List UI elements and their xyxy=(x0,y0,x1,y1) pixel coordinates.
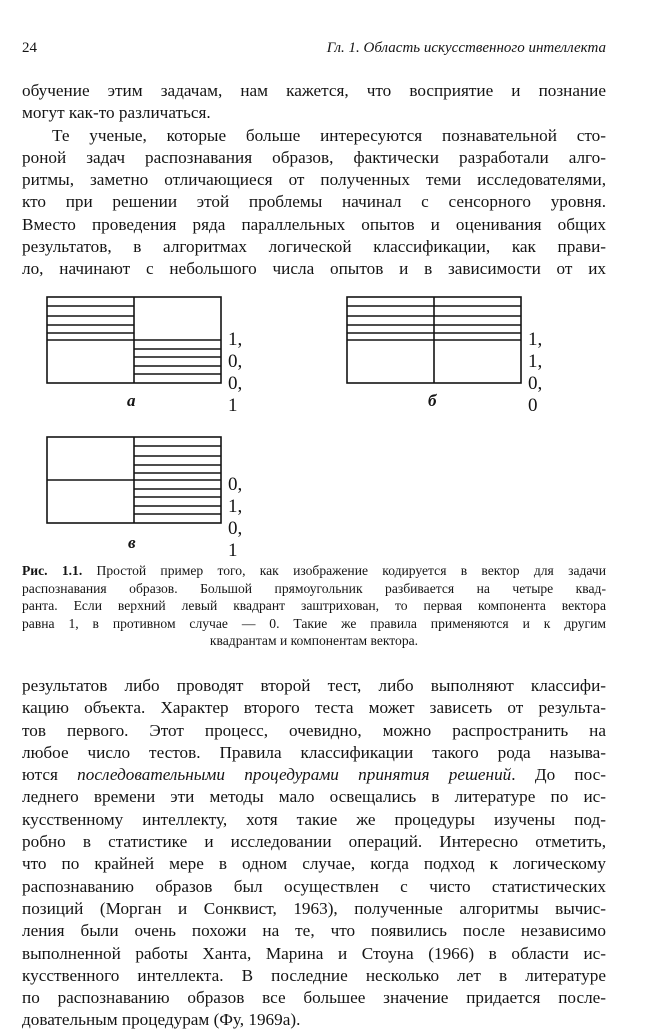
text-line: тов первого. Этот процесс, очевидно, можно распространить на xyxy=(22,720,606,740)
caption-line: ранта. Если верхний левый квадрант заштрихован, то первая компонента вектора xyxy=(22,598,606,613)
vector-b: 1, 1, 0, 0 xyxy=(528,329,543,416)
page-number: 24 xyxy=(22,40,37,56)
page-header xyxy=(22,40,606,60)
vector-c: 0, 1, 0, 1 xyxy=(228,474,243,561)
text-line: ло, начинают с небольшого числа опытов и в зависимости от их xyxy=(22,259,606,279)
panel-label-b: б xyxy=(428,391,437,410)
text-line: кацию объекта. Характер второго теста может зависеть от результа- xyxy=(22,698,606,718)
caption-line xyxy=(22,562,606,580)
text-line: кусственному интеллекту, хотя такие же процедуры изучены под- xyxy=(22,809,606,829)
text-line: леднего времени эти методы мало освещались в литературе по ис- xyxy=(22,787,606,807)
text-line: выполненной работы Ханта, Марина и Стоуна (1966) в области ис- xyxy=(22,943,606,963)
emphasized-term: последовательными процедурами принятия решений xyxy=(77,765,512,785)
text-line: Вместо проведения ряда параллельных опытов и оценивания общих xyxy=(22,214,606,234)
text-line: кто при решении этой проблемы начинал с сенсорного уровня. xyxy=(22,192,606,212)
quadrant-grid-a xyxy=(46,296,222,384)
text-line: робно в статистике и исследовании операций. Интересно отметить, xyxy=(22,832,606,852)
text-line: результатов либо проводят второй тест, либо выполняют классифи- xyxy=(22,676,606,695)
text-line: кусственного интеллекта. В последние несколько лет в литературе xyxy=(22,965,606,985)
caption-line: равна 1, в противном случае — 0. Такие же правила применяются и к другим xyxy=(22,615,606,631)
figure-panel-c xyxy=(46,436,243,561)
figure-panel-a xyxy=(46,296,243,416)
quadrant-grid-c xyxy=(46,436,222,524)
bottom-paragraphs xyxy=(22,675,606,1032)
text-line: обучение этим задачам, нам кажется, что восприятие и познание xyxy=(22,81,606,100)
text-line: ритмы, заметно отличающиеся от полученных теми исследователями, xyxy=(22,170,606,190)
text-line: по распознаванию образов все большее значение придается после- xyxy=(22,988,606,1008)
caption-line: квадрантам и компонентам вектора. xyxy=(209,633,419,648)
text-line: могут как-то различаться. xyxy=(22,103,211,123)
caption-text: Простой пример того, как изображение кодируется в вектор для задачи xyxy=(96,563,607,578)
text-line: распознаванию образов был осуществлен с чисто статистических xyxy=(22,876,606,896)
text-line: Те ученые, которые больше интересуются познавательной сто- xyxy=(52,125,606,145)
text-line xyxy=(22,764,606,786)
caption-lead: Рис. 1.1. xyxy=(22,563,83,578)
top-paragraphs xyxy=(22,80,606,281)
text-fragment: ются xyxy=(22,765,78,785)
running-title: Гл. 1. Область искусственного интеллекта xyxy=(326,40,606,56)
vector-a: 1, 0, 0, 1 xyxy=(228,329,243,416)
text-line: позиций (Морган и Сонквист, 1963), полученные алгоритмы вычис- xyxy=(22,898,606,918)
quadrant-grid-b xyxy=(346,296,522,384)
text-line: ления были очень похожи на те, что появились после независимо xyxy=(22,921,606,941)
text-line: довательным процедурам (Фу, 1969а). xyxy=(22,1010,301,1030)
text-line: любое число тестов. Правила классификации такого рода называ- xyxy=(22,742,606,762)
figure-panel-b xyxy=(346,296,543,416)
text-line: результатов, в алгоритмах логической классификации, как прави- xyxy=(22,237,606,257)
text-fragment: . До пос- xyxy=(511,765,607,785)
text-line: роной задач распознавания образов, фактически разработали алго- xyxy=(22,147,606,167)
panel-label-c: в xyxy=(128,533,136,552)
figure-caption xyxy=(22,562,606,650)
panel-label-a: а xyxy=(127,391,136,410)
caption-line: распознавания образов. Большой прямоугольник разбивается на четыре квад- xyxy=(22,580,606,596)
text-line: что по крайней мере в одном случае, когда подход к логическому xyxy=(22,854,606,874)
